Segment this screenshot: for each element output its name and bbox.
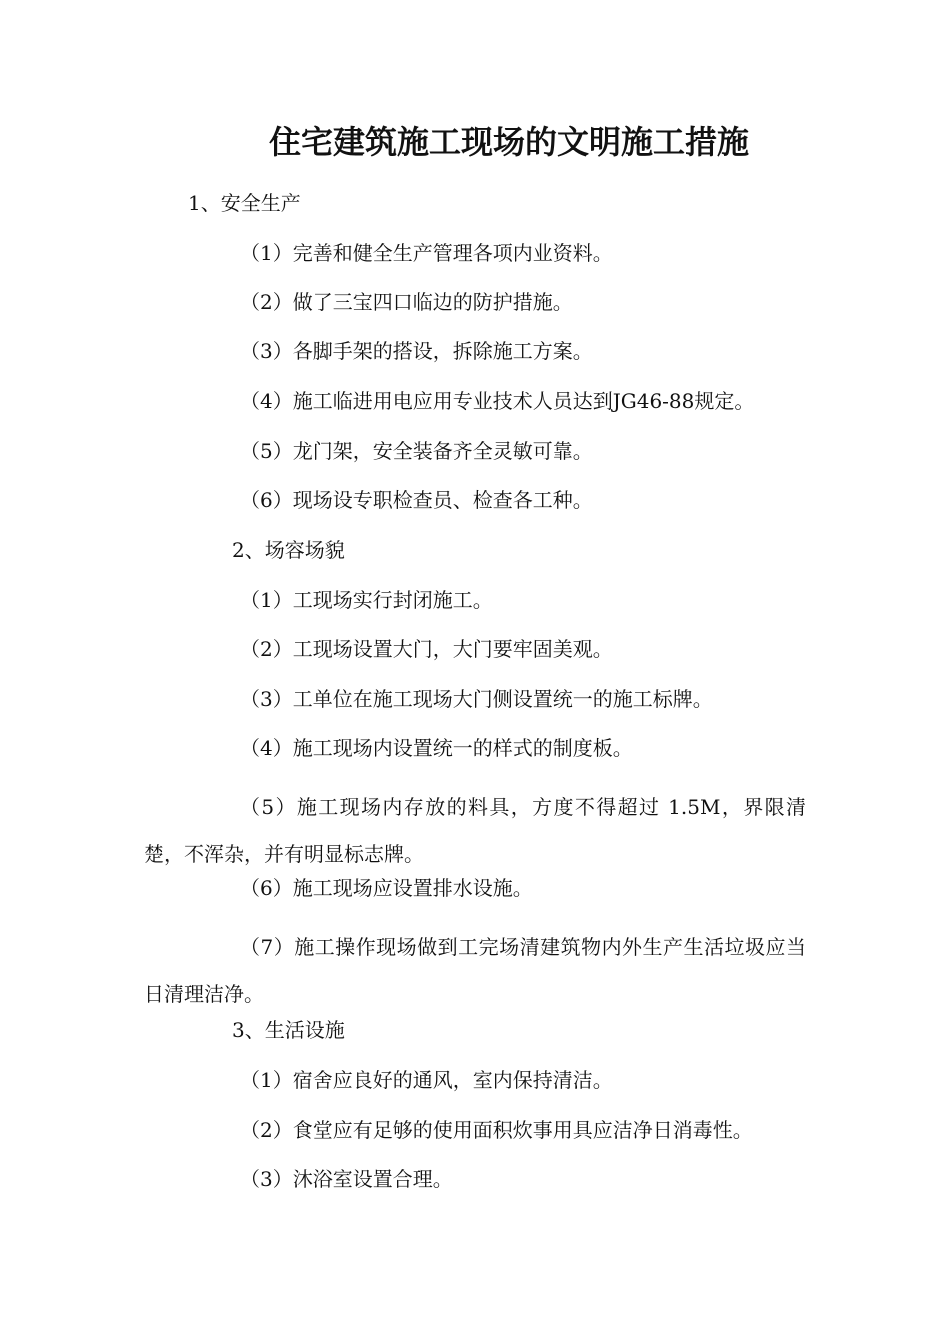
list-item: （3）沐浴室设置合理。: [240, 1167, 453, 1191]
list-item: （1）宿舍应良好的通风，室内保持清洁。: [240, 1068, 613, 1092]
document-title: 住宅建筑施工现场的文明施工措施: [268, 123, 749, 161]
list-item-paragraph: （7）施工操作现场做到工完场清建筑物内外生产生活垃圾应当日清理洁净。: [144, 935, 806, 1006]
list-item: （5）龙门架，安全装备齐全灵敏可靠。: [240, 439, 593, 463]
section-heading-site: 2、场容场貌: [232, 538, 345, 562]
list-item: （1）完善和健全生产管理各项内业资料。: [240, 241, 613, 265]
list-item: （2）做了三宝四口临边的防护措施。: [240, 290, 573, 314]
list-item-paragraph: （5）施工现场内存放的料具，方度不得超过 1.5M，界限清楚，不浑杂，并有明显标志牌。: [144, 795, 806, 866]
list-item: （2）食堂应有足够的使用面积炊事用具应洁净日消毒性。: [240, 1118, 753, 1142]
list-item: （1）工现场实行封闭施工。: [240, 588, 493, 612]
list-item: （4）施工临进用电应用专业技术人员达到JG46-88规定。: [240, 389, 755, 413]
section-heading-safety: 1、安全生产: [188, 191, 301, 215]
list-item: （3）各脚手架的搭设，拆除施工方案。: [240, 339, 593, 363]
list-item: （6）施工现场应设置排水设施。: [240, 876, 533, 900]
section-heading-living: 3、生活设施: [232, 1018, 345, 1042]
list-item: （4）施工现场内设置统一的样式的制度板。: [240, 736, 633, 760]
list-item: （6）现场设专职检查员、检查各工种。: [240, 488, 593, 512]
list-item: （2）工现场设置大门，大门要牢固美观。: [240, 637, 613, 661]
list-item: （3）工单位在施工现场大门侧设置统一的施工标牌。: [240, 687, 713, 711]
